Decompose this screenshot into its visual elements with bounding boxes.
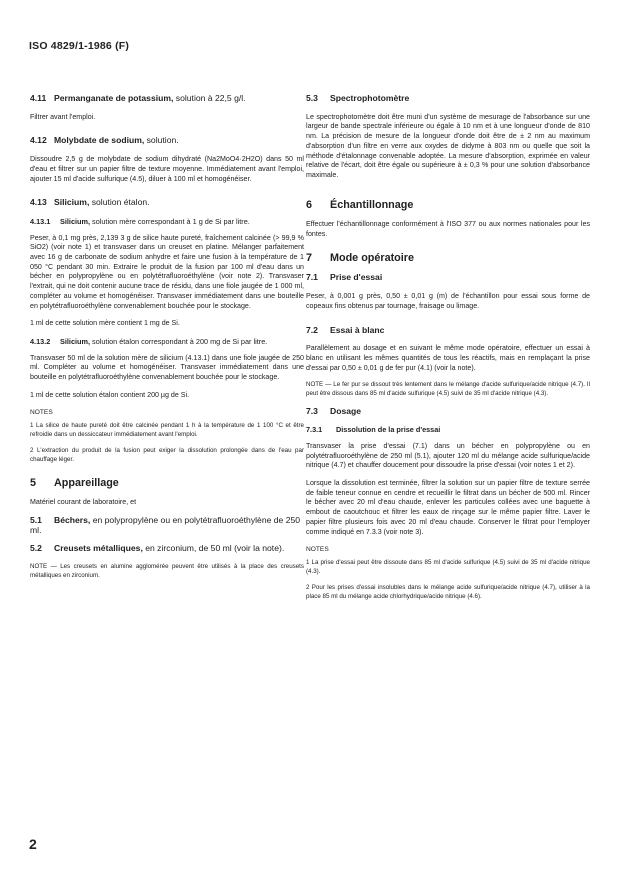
section-6-text: Effectuer l'échantillonnage conformément à l'ISO 377 ou aux normes nationales pour les fontes. [306,220,590,239]
note-1: 1 La prise d'essai peut être dissoute dans 85 ml d'acide sulfurique (4.5) suivi de 35 ml d'acide nitrique (4.3). [306,558,590,575]
section-7-1-heading: 7.1 Prise d'essai [306,272,383,283]
section-5-3-heading: 5.3 Spectrophotomètre [306,93,410,103]
page-number: 2 [29,836,37,852]
section-4-13-heading: 4.13 Silicium, solution étalon. [30,197,150,208]
document-reference: ISO 4829/1-1986 (F) [29,40,130,52]
section-5-heading: 5 Appareillage [30,476,119,489]
section-4-13-2-concentration: 1 ml de cette solution étalon contient 200 µg de Si. [30,390,190,399]
note-2: 2 L'extraction du produit de la fusion peut exiger la dissolution prolongée dans de l'eau par chauffage léger. [30,447,304,463]
section-4-13-2-text: Transvaser 50 ml de la solution mère de silicium (4.13.1) dans une fiole jaugée de 250 ml. Compléter au volume et homogénéiser. Transvaser immédiatement dans une bouteille en polytétrafluoroéthylène convenablement bouchée pour le stockage. [30,353,304,382]
left-column [30,94,304,588]
section-6-heading: 6 Échantillonnage [306,198,414,211]
section-5-2-heading: 5.2 Creusets métalliques, en zirconium, de 50 ml (voir la note). [30,543,285,554]
section-4-13-1-heading: 4.13.1 Silicium, solution mère correspondant à 1 g de Si par litre. [30,216,250,226]
note-1: 1 La silice de haute pureté doit être calcinée pendant 1 h à la température de 1 100 °C et être refroidie dans un dessiccateur immédiatement avant l'emploi. [30,422,304,438]
notes-heading: NOTES [306,546,329,554]
section-4-13-1-concentration: 1 ml de cette solution mère contient 1 mg de Si. [30,319,180,328]
section-4-12-heading: 4.12 Molybdate de sodium, solution. [30,135,179,146]
section-4-11-text: Filtrer avant l'emploi. [30,112,96,121]
section-4-13-2-heading: 4.13.2 Silicium, solution étalon correspondant à 200 mg de Si par litre. [30,336,268,346]
section-7-3-1-text-1: Transvaser la prise d'essai (7.1) dans un bécher en polypropylène ou en polytétrafluoroéthylène de 250 ml (5.1), ajouter 120 ml du mélange acide sulfurique/acide nitrique (4.7) et chauffer doucement pour dissoudre la prise d'essai (voir notes 1 et 2). [306,441,590,470]
section-5-1-heading: 5.1 Béchers, en polypropylène ou en polytétrafluoroéthylène de 250 ml. [30,514,301,535]
section-7-3-1-text-2: Lorsque la dissolution est terminée, filtrer la solution sur un papier filtre de texture serrée de faible teneur connue en cendre et recueillir le filtrat dans un bécher de 500 ml. Rincer le bécher avec 20 ml d'eau chaude, enlever les particules collées avec une baguette à embout de caoutchouc et filtrer les eaux de rinçage sur le même papier filtre. Laver le papier filtre plusieurs fois avec 20 ml d'eau chaude. Conserver le filtrat pour l'employer comme indiqué en 7.3.3 (voir note 3). [306,479,590,536]
note-2: 2 Pour les prises d'essai insolubles dans le mélange acide sulfurique/acide nitrique (4.7), utiliser à la place 85 ml du mélange acide chlorhydrique/acide nitrique (4.6). [306,584,590,600]
section-7-2-heading: 7.2 Essai à blanc [306,324,385,335]
right-column [306,94,590,609]
notes-heading: NOTES [30,409,53,417]
section-4-11-heading: 4.11 Permanganate de potassium, solution à 22,5 g/l. [30,93,246,103]
section-7-2-note: NOTE — Le fer pur se dissout très lentement dans le mélange d'acide sulfurique/acide nitrique (4.7). Il peut être dissous dans 85 ml d'acide sulfurique (4.5) suivi de 35 ml d'acide nitrique (4.3). [306,381,590,397]
section-7-1-text: Peser, à 0,001 g près, 0,50 ± 0,01 g (m) de l'échantillon pour essai sous forme de copeaux fins obtenus par tournage, fraisage ou limage. [306,292,590,310]
section-7-3-heading: 7.3 Dosage [306,405,362,416]
section-7-3-1-heading: 7.3.1 Dissolution de la prise d'essai [306,425,441,435]
section-7-2-text: Parallèlement au dosage et en suivant le même mode opératoire, effectuer un essai à blanc en utilisant les mêmes quantités de tous les réactifs, mais en remplaçant la prise d'essai par 0,50 ± 0,01 g de fer pur (4.1) (voir la note). [306,344,590,372]
section-4-12-text: Dissoudre 2,5 g de molybdate de sodium dihydraté (Na2MoO4·2H2O) dans 50 ml d'eau et filtrer sur un papier filtre de texture moyenne. Immédiatement avant l'emploi, ajouter 15 ml d'acide sulfurique (4.5), diluer à 100 ml et homogénéiser. [30,155,304,183]
section-5-2-note: NOTE — Les creusets en alumine agglomérée peuvent être utilisés à la place des creusets métalliques en zirconium. [30,563,304,579]
section-5-3-text: Le spectrophotomètre doit être muni d'un système de mesurage de l'absorbance sur une largeur de bande spectrale inférieure ou égale à 10 nm et à une longueur d'onde de 810 nm. La précision de mesure de la longueur d'onde doit être de ± 2 nm au maximum d'absorption d'un filtre en verre aux oxydes de didyme à 803 nm ou quelle que soit la méthode d'étalonnage convenable adoptée. La mesure d'absorption, exprimée en valeur relative de l'écart, doit être égale ou supérieure à ± 0,3 % pour une solution d'absorbance maximale. [306,112,590,179]
section-5-text: Matériel courant de laboratoire, et [30,498,137,507]
section-4-13-1-text: Peser, à 0,1 mg près, 2,139 3 g de silice haute pureté, fraîchement calcinée (> 99,9 % SiO2) (voir note 1) et transvaser dans un creuset en platine. Mélanger parfaitement avec 16 g de carbonate de sodium anhydre et faire une fusion à la température de 1 050 °C pendant 30 min. Extraire le produit de la fusion par 100 ml d'eau dans un bécher en polypropylène ou en polytétrafluoroéthylène (voir note 2). Transvaser l'extrait, qui ne doit contenir aucune trace de résidu, dans une fiole jaugée de 1 000 ml, compléter au volume et homogénéiser. Transvaser immédiatement dans une bouteille en polytétrafluoroéthylène convenablement bouchée pour le stockage. [30,233,304,310]
section-7-heading: 7 Mode opératoire [306,251,414,264]
